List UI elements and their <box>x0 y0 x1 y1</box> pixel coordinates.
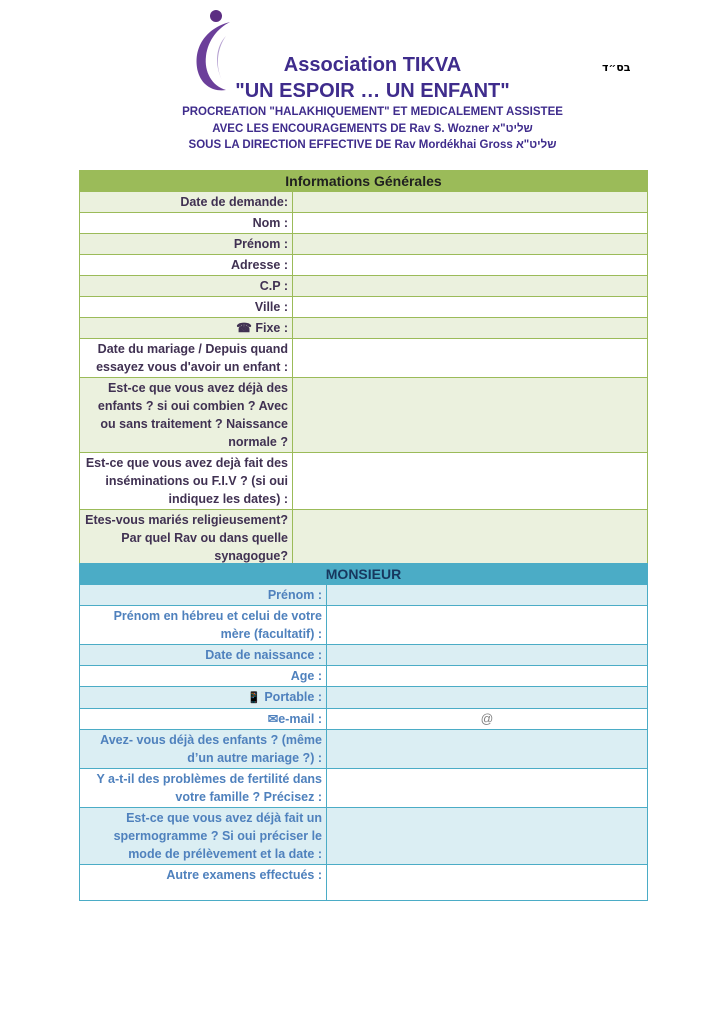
subtitle-direction: SOUS LA DIRECTION EFFECTIVE DE Rav Mordékhai Gross שליט"א <box>188 139 557 151</box>
ville-label: Ville : <box>80 297 293 318</box>
slogan: "UN ESPOIR … UN ENFANT" <box>235 80 510 102</box>
date-demande-field[interactable] <box>293 192 648 213</box>
cp-field[interactable] <box>293 276 648 297</box>
general-info-table <box>79 170 648 567</box>
fixe-label: Fixe : <box>255 321 288 335</box>
subtitle-encouragements: AVEC LES ENCOURAGEMENTS DE Rav S. Wozner שליט"א <box>212 123 533 135</box>
date-demande-label: Date de demande: <box>80 192 293 213</box>
mobile-phone-icon: 📱 <box>247 692 261 704</box>
nom-field[interactable] <box>293 213 648 234</box>
m-enfants-label: Avez- vous déjà des enfants ? (même d’un autre mariage ?) : <box>80 730 327 769</box>
subtitle-procreation: PROCREATION "HALAKHIQUEMENT" ET MEDICALEMENT ASSISTEE <box>182 106 563 118</box>
email-icon: ✉ <box>267 712 279 726</box>
prenom-label: Prénom : <box>80 234 293 255</box>
m-spermogramme-label: Est-ce que vous avez déjà fait un spermogramme ? Si oui préciser le mode de prélèvement et la date : <box>80 808 327 865</box>
ville-field[interactable] <box>293 297 648 318</box>
m-autres-examens-field[interactable] <box>327 865 648 901</box>
m-naissance-field[interactable] <box>327 645 648 666</box>
date-mariage-field[interactable] <box>293 339 648 378</box>
m-prenom-hebreu-label: Prénom en hébreu et celui de votre mère (facultatif) : <box>80 606 327 645</box>
monsieur-heading: MONSIEUR <box>80 564 648 585</box>
maries-label: Etes-vous mariés religieusement? Par quel Rav ou dans quelle synagogue? <box>80 510 293 567</box>
enfants-field[interactable] <box>293 378 648 453</box>
bsd-mark: בס״ד <box>602 61 631 74</box>
date-mariage-label: Date du mariage / Depuis quand essayez vous d'avoir un enfant : <box>80 339 293 378</box>
prenom-field[interactable] <box>293 234 648 255</box>
m-prenom-label: Prénom : <box>80 585 327 606</box>
email-at-sign: @ <box>480 712 494 726</box>
adresse-field[interactable] <box>293 255 648 276</box>
association-title: Association TIKVA <box>283 54 462 76</box>
inseminations-label: Est-ce que vous avez dejà fait des inséminations ou F.I.V ? (si oui indiquez les dates) : <box>80 453 293 510</box>
m-age-label: Age : <box>80 666 327 687</box>
m-portable-field[interactable] <box>327 687 648 709</box>
m-enfants-field[interactable] <box>327 730 648 769</box>
inseminations-field[interactable] <box>293 453 648 510</box>
nom-label: Nom : <box>80 213 293 234</box>
m-naissance-label: Date de naissance : <box>80 645 327 666</box>
maries-field[interactable] <box>293 510 648 567</box>
m-email-field[interactable] <box>327 709 648 730</box>
m-email-label: e-mail : <box>278 712 322 726</box>
m-prenom-field[interactable] <box>327 585 648 606</box>
adresse-label: Adresse : <box>80 255 293 276</box>
m-portable-label: Portable : <box>264 690 322 704</box>
fixe-field[interactable] <box>293 318 648 339</box>
logo-dot <box>210 10 222 22</box>
m-fertilite-field[interactable] <box>327 769 648 808</box>
cp-label: C.P : <box>80 276 293 297</box>
enfants-label: Est-ce que vous avez déjà des enfants ? si oui combien ? Avec ou sans traitement ? Naissance normale ? <box>80 378 293 453</box>
general-info-heading: Informations Générales <box>80 171 648 192</box>
monsieur-table <box>79 563 648 901</box>
m-fertilite-label: Y a-t-il des problèmes de fertilité dans votre famille ? Précisez : <box>80 769 327 808</box>
phone-icon: ☎ <box>236 321 252 335</box>
m-autres-examens-label: Autre examens effectués : <box>80 865 327 901</box>
m-age-field[interactable] <box>327 666 648 687</box>
m-spermogramme-field[interactable] <box>327 808 648 865</box>
m-prenom-hebreu-field[interactable] <box>327 606 648 645</box>
